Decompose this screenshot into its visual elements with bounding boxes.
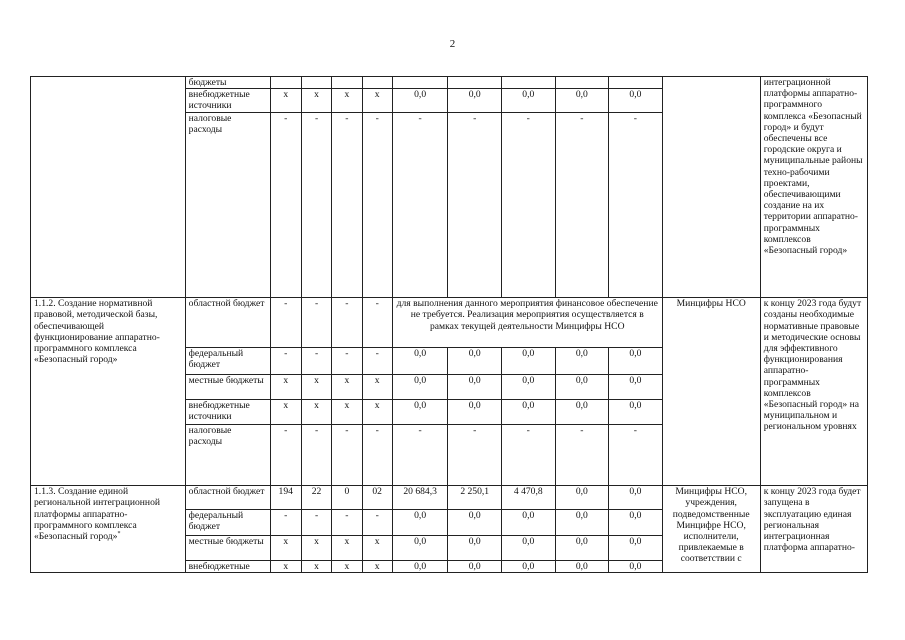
amount-cell: 0,0 [448,561,502,573]
table-row [31,298,868,348]
budget-code-cell: 0 [332,486,362,510]
result-cell: к концу 2023 года будут созданы необходимые нормативные правовые и методические основы для эффективного функционирования аппаратно-программных комплексов «Безопасный город» на муниципальном и региональном уровнях [760,298,867,486]
amount-cell [609,77,663,89]
budget-code-cell: - [270,425,301,486]
amount-cell: 0,0 [392,89,448,113]
budget-code-cell: - [332,510,362,536]
budget-code-cell: x [270,400,301,425]
amount-cell: 0,0 [392,536,448,561]
amount-cell [501,77,555,89]
program-table [30,76,868,573]
budget-code-cell: - [301,113,331,298]
funding-source-cell: внебюджетные источники [185,400,270,425]
task-cell: 1.1.3. Создание единой региональной интеграционной платформы аппаратно-программного комплекса «Безопасный город»* [31,486,186,573]
amount-cell: - [501,425,555,486]
budget-code-cell: - [270,298,301,348]
amount-cell: - [448,425,502,486]
amount-cell: 0,0 [555,375,609,400]
budget-code-cell: - [270,510,301,536]
amount-cell [448,77,502,89]
funding-source-cell: областной бюджет [185,486,270,510]
amount-cell: 0,0 [392,400,448,425]
funding-source-cell: местные бюджеты [185,536,270,561]
amount-cell: 0,0 [555,348,609,375]
result-cell: интеграционной платформы аппаратно-программного комплекса «Безопасный город» и будут обеспечены все городские округа и муниципальные районы техно-рабочими проектами, обеспечивающими создание на их территории аппаратно-программных комплексов «Безопасный город» [760,77,867,298]
amount-cell: 0,0 [609,400,663,425]
funding-source-cell: федеральный бюджет [185,510,270,536]
amount-cell: 0,0 [392,375,448,400]
budget-code-cell: x [332,89,362,113]
budget-code-cell: - [362,510,392,536]
amount-cell: 0,0 [448,348,502,375]
amount-cell: 0,0 [501,561,555,573]
budget-code-cell: x [362,400,392,425]
amount-cell: 0,0 [555,400,609,425]
budget-code-cell: x [332,400,362,425]
budget-code-cell [332,77,362,89]
amount-cell [392,77,448,89]
amount-cell: - [609,113,663,298]
funding-source-cell: местные бюджеты [185,375,270,400]
amount-cell: 0,0 [609,348,663,375]
budget-code-cell: x [332,561,362,573]
amount-cell: 0,0 [555,486,609,510]
budget-code-cell: 194 [270,486,301,510]
funding-source-cell: областной бюджет [185,298,270,348]
budget-code-cell: x [301,375,331,400]
budget-code-cell: - [332,425,362,486]
amount-cell: 0,0 [609,375,663,400]
budget-code-cell: - [362,113,392,298]
table-row [31,486,868,510]
budget-code-cell: 02 [362,486,392,510]
funding-source-cell: внебюджетные источники [185,89,270,113]
budget-code-cell: - [301,510,331,536]
amount-cell: 0,0 [555,510,609,536]
budget-code-cell: x [301,561,331,573]
budget-code-cell: - [332,348,362,375]
footnote-mark: * [117,530,121,537]
budget-code-cell: - [301,348,331,375]
budget-code-cell: - [301,298,331,348]
amount-cell: 0,0 [555,561,609,573]
amount-cell: 0,0 [448,536,502,561]
table-row [31,77,868,89]
budget-code-cell [362,77,392,89]
amount-cell: - [555,113,609,298]
amount-cell: - [392,113,448,298]
budget-code-cell: - [332,298,362,348]
amount-cell: 0,0 [501,375,555,400]
amount-cell: 0,0 [448,375,502,400]
budget-code-cell: - [301,425,331,486]
budget-code-cell: x [332,536,362,561]
budget-code-cell: - [362,425,392,486]
amount-cell: 0,0 [392,348,448,375]
budget-code-cell [301,77,331,89]
amount-cell: - [448,113,502,298]
budget-code-cell: x [301,89,331,113]
budget-code-cell: x [362,561,392,573]
amount-cell: 4 470,8 [501,486,555,510]
budget-code-cell: x [362,89,392,113]
amount-cell: 0,0 [609,486,663,510]
amount-cell: - [392,425,448,486]
executor-cell [662,77,760,298]
budget-code-cell: x [332,375,362,400]
task-cell [31,77,186,298]
amount-cell: 20 684,3 [392,486,448,510]
amount-cell: 0,0 [501,510,555,536]
amount-cell: - [555,425,609,486]
budget-code-cell: x [301,400,331,425]
amount-cell: 0,0 [392,510,448,536]
amount-cell: - [501,113,555,298]
funding-source-cell: налоговые расходы [185,113,270,298]
funding-source-cell: внебюджетные [185,561,270,573]
amount-cell: 0,0 [501,400,555,425]
budget-code-cell: x [270,561,301,573]
budget-code-cell: - [270,348,301,375]
budget-code-cell: 22 [301,486,331,510]
executor-cell: Минцифры НСО, учреждения, подведомственные Минцифре НСО, исполнители, привлекаемые в соответствии с [662,486,760,573]
funding-note-cell: для выполнения данного мероприятия финансовое обеспечение не требуется. Реализация мероприятия осуществляется в рамках текущей деятельности Минцифры НСО [392,298,662,348]
amount-cell [555,77,609,89]
budget-code-cell: - [362,348,392,375]
amount-cell: 0,0 [501,348,555,375]
budget-code-cell: x [270,536,301,561]
amount-cell: 0,0 [555,536,609,561]
budget-code-cell: x [362,536,392,561]
amount-cell: 0,0 [609,510,663,536]
page-number: 2 [449,38,456,50]
amount-cell: 0,0 [501,536,555,561]
budget-code-cell: - [332,113,362,298]
budget-code-cell: - [270,113,301,298]
amount-cell: 0,0 [392,561,448,573]
budget-code-cell: x [270,375,301,400]
budget-code-cell: x [301,536,331,561]
amount-cell: - [609,425,663,486]
result-cell: к концу 2023 года будет запущена в эксплуатацию единая региональная интеграционная платформа аппаратно- [760,486,867,573]
amount-cell: 0,0 [555,89,609,113]
amount-cell: 0,0 [609,89,663,113]
task-cell: 1.1.2. Создание нормативной правовой, методической базы, обеспечивающей функционирование аппаратно-программного комплекса «Безопасный город» [31,298,186,486]
funding-source-cell: федеральный бюджет [185,348,270,375]
budget-code-cell [270,77,301,89]
budget-code-cell: - [362,298,392,348]
amount-cell: 0,0 [448,510,502,536]
budget-code-cell: x [270,89,301,113]
amount-cell: 0,0 [609,561,663,573]
amount-cell: 0,0 [501,89,555,113]
amount-cell: 0,0 [609,536,663,561]
funding-source-cell: бюджеты [185,77,270,89]
amount-cell: 2 250,1 [448,486,502,510]
amount-cell: 0,0 [448,400,502,425]
amount-cell: 0,0 [448,89,502,113]
budget-code-cell: x [362,375,392,400]
funding-source-cell: налоговые расходы [185,425,270,486]
executor-cell: Минцифры НСО [662,298,760,486]
